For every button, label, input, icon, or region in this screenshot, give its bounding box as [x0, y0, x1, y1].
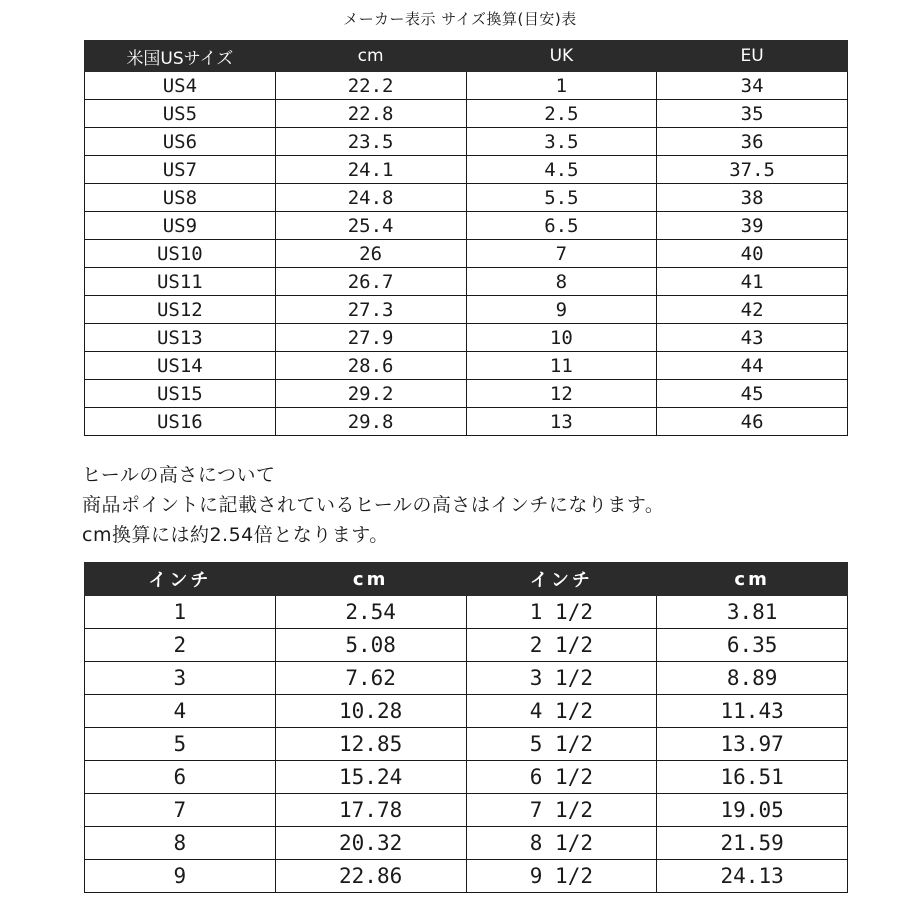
cell-eu: 39	[657, 212, 848, 240]
size-conversion-table	[84, 40, 848, 436]
cell-us-size: US5	[85, 100, 276, 128]
cell-inch: 4	[85, 695, 276, 728]
cell-eu: 38	[657, 184, 848, 212]
cell-uk: 11	[466, 352, 657, 380]
table-row	[85, 596, 848, 629]
cell-uk: 8	[466, 268, 657, 296]
cell-eu: 37.5	[657, 156, 848, 184]
heel-table-body	[85, 596, 848, 893]
cell-inch: 8	[85, 827, 276, 860]
cell-cm: 7.62	[275, 662, 466, 695]
col-header-cm-2: cm	[657, 563, 848, 596]
cell-inch-half: 2 1/2	[466, 629, 657, 662]
size-table-header-row	[85, 41, 848, 72]
table-row	[85, 128, 848, 156]
table-row	[85, 184, 848, 212]
table-row	[85, 629, 848, 662]
cell-cm: 22.2	[275, 72, 466, 100]
table-row	[85, 72, 848, 100]
cell-eu: 36	[657, 128, 848, 156]
heel-note-line-2: cm換算には約2.54倍となります。	[82, 524, 389, 546]
cell-uk: 10	[466, 324, 657, 352]
cell-inch: 2	[85, 629, 276, 662]
cell-cm-half: 21.59	[657, 827, 848, 860]
cell-eu: 41	[657, 268, 848, 296]
cell-cm: 26	[275, 240, 466, 268]
cell-us-size: US13	[85, 324, 276, 352]
cell-eu: 42	[657, 296, 848, 324]
cell-cm: 22.8	[275, 100, 466, 128]
cell-eu: 43	[657, 324, 848, 352]
cell-cm-half: 11.43	[657, 695, 848, 728]
cell-us-size: US11	[85, 268, 276, 296]
cell-cm: 23.5	[275, 128, 466, 156]
cell-cm-half: 16.51	[657, 761, 848, 794]
cell-uk: 5.5	[466, 184, 657, 212]
cell-inch: 3	[85, 662, 276, 695]
cell-inch-half: 5 1/2	[466, 728, 657, 761]
cell-uk: 1	[466, 72, 657, 100]
cell-inch: 9	[85, 860, 276, 893]
col-header-inch-1: インチ	[85, 563, 276, 596]
cell-cm: 17.78	[275, 794, 466, 827]
cell-uk: 13	[466, 408, 657, 436]
col-header-us-size: 米国USサイズ	[85, 41, 276, 72]
cell-us-size: US14	[85, 352, 276, 380]
col-header-uk: UK	[466, 41, 657, 72]
table-row	[85, 860, 848, 893]
cell-inch: 7	[85, 794, 276, 827]
cell-us-size: US10	[85, 240, 276, 268]
table-row	[85, 240, 848, 268]
cell-eu: 46	[657, 408, 848, 436]
cell-eu: 45	[657, 380, 848, 408]
cell-cm: 2.54	[275, 596, 466, 629]
cell-us-size: US15	[85, 380, 276, 408]
cell-uk: 9	[466, 296, 657, 324]
cell-inch-half: 4 1/2	[466, 695, 657, 728]
cell-cm: 28.6	[275, 352, 466, 380]
cell-us-size: US4	[85, 72, 276, 100]
cell-inch-half: 3 1/2	[466, 662, 657, 695]
cell-inch: 5	[85, 728, 276, 761]
cell-inch-half: 8 1/2	[466, 827, 657, 860]
cell-uk: 12	[466, 380, 657, 408]
col-header-eu: EU	[657, 41, 848, 72]
table-row	[85, 324, 848, 352]
cell-eu: 40	[657, 240, 848, 268]
cell-cm-half: 19.05	[657, 794, 848, 827]
cell-uk: 7	[466, 240, 657, 268]
cell-cm: 26.7	[275, 268, 466, 296]
cell-inch-half: 1 1/2	[466, 596, 657, 629]
cell-cm-half: 6.35	[657, 629, 848, 662]
col-header-cm: cm	[275, 41, 466, 72]
table-row	[85, 296, 848, 324]
cell-eu: 35	[657, 100, 848, 128]
cell-cm: 29.2	[275, 380, 466, 408]
heel-table-header-row	[85, 563, 848, 596]
table-row	[85, 662, 848, 695]
cell-uk: 6.5	[466, 212, 657, 240]
cell-cm: 20.32	[275, 827, 466, 860]
cell-us-size: US16	[85, 408, 276, 436]
table-row	[85, 156, 848, 184]
cell-uk: 3.5	[466, 128, 657, 156]
cell-us-size: US12	[85, 296, 276, 324]
cell-cm: 22.86	[275, 860, 466, 893]
cell-eu: 34	[657, 72, 848, 100]
heel-note-title: ヒールの高さについて	[82, 464, 276, 486]
cell-cm: 15.24	[275, 761, 466, 794]
cell-inch-half: 6 1/2	[466, 761, 657, 794]
heel-height-table	[84, 562, 848, 893]
cell-cm: 25.4	[275, 212, 466, 240]
size-table-body	[85, 72, 848, 436]
cell-cm-half: 3.81	[657, 596, 848, 629]
cell-cm: 12.85	[275, 728, 466, 761]
cell-cm: 29.8	[275, 408, 466, 436]
cell-inch: 1	[85, 596, 276, 629]
table-row	[85, 695, 848, 728]
cell-us-size: US7	[85, 156, 276, 184]
table-row	[85, 212, 848, 240]
cell-cm-half: 24.13	[657, 860, 848, 893]
cell-inch-half: 7 1/2	[466, 794, 657, 827]
cell-us-size: US6	[85, 128, 276, 156]
cell-uk: 2.5	[466, 100, 657, 128]
table-row	[85, 380, 848, 408]
page-title: メーカー表示 サイズ換算(目安)表	[343, 10, 577, 28]
table-row	[85, 100, 848, 128]
cell-cm: 24.1	[275, 156, 466, 184]
table-row	[85, 268, 848, 296]
cell-uk: 4.5	[466, 156, 657, 184]
table-row	[85, 761, 848, 794]
cell-cm-half: 8.89	[657, 662, 848, 695]
cell-cm: 5.08	[275, 629, 466, 662]
heel-note-line-1: 商品ポイントに記載されているヒールの高さはインチになります。	[82, 494, 665, 516]
cell-eu: 44	[657, 352, 848, 380]
table-row	[85, 827, 848, 860]
cell-inch: 6	[85, 761, 276, 794]
cell-inch-half: 9 1/2	[466, 860, 657, 893]
cell-cm-half: 13.97	[657, 728, 848, 761]
table-row	[85, 728, 848, 761]
cell-us-size: US8	[85, 184, 276, 212]
cell-cm: 24.8	[275, 184, 466, 212]
cell-cm: 10.28	[275, 695, 466, 728]
col-header-cm-1: cm	[275, 563, 466, 596]
col-header-inch-2: インチ	[466, 563, 657, 596]
table-row	[85, 794, 848, 827]
table-row	[85, 352, 848, 380]
cell-cm: 27.9	[275, 324, 466, 352]
table-row	[85, 408, 848, 436]
cell-cm: 27.3	[275, 296, 466, 324]
cell-us-size: US9	[85, 212, 276, 240]
